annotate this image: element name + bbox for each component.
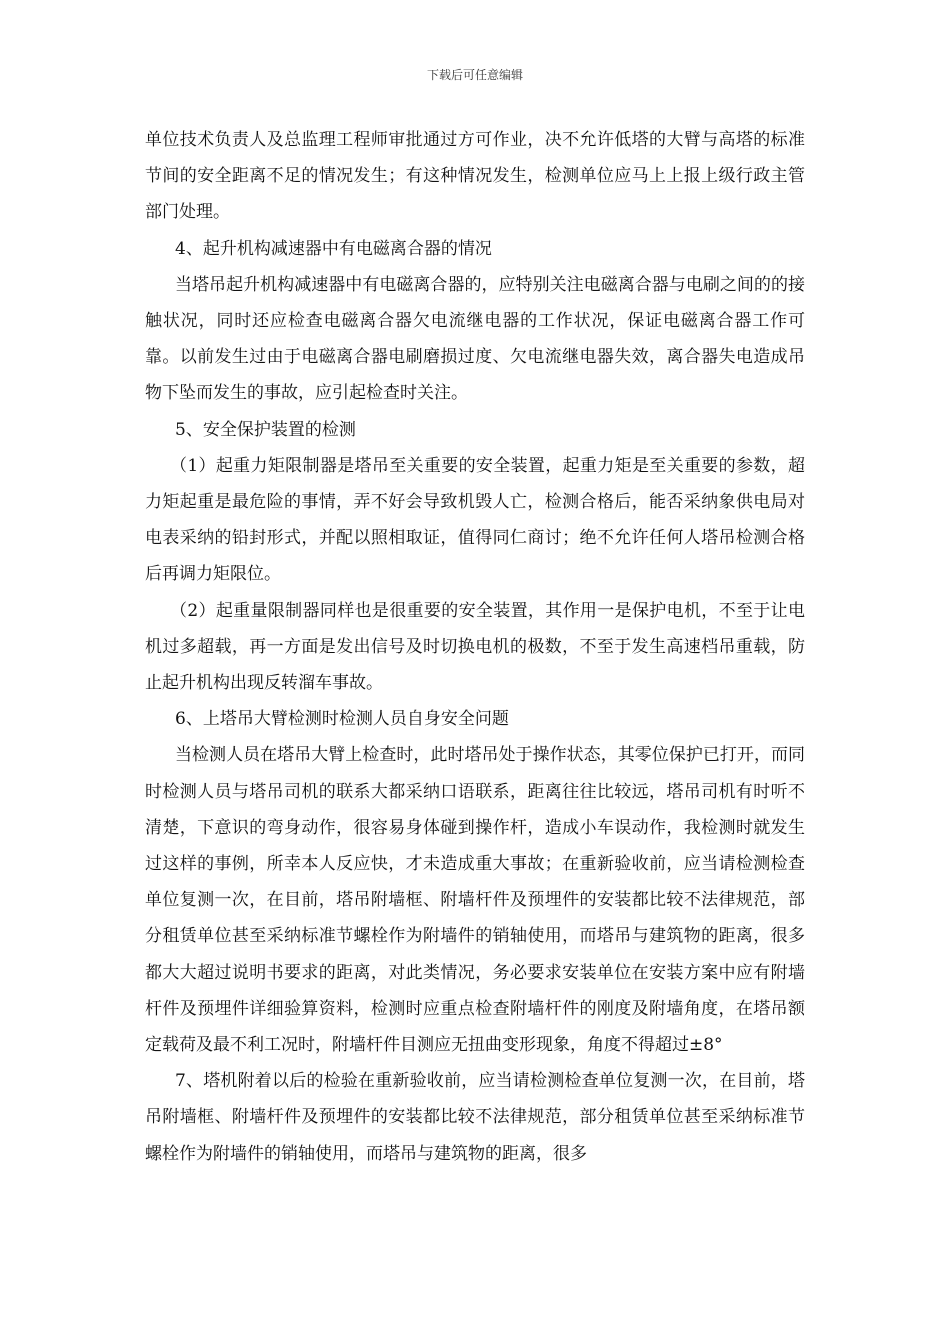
paragraph-continuation: 单位技术负责人及总监理工程师审批通过方可作业，决不允许低塔的大臂与高塔的标准节间的安全距离不足的情况发生；有这种情况发生，检测单位应马上上报上级行政主管部门处理。 [145,130,805,223]
section-heading-4: 4、起升机构减速器中有电磁离合器的情况 [175,238,492,259]
page-header: 下载后可任意编辑 [426,68,523,82]
paragraph-inspector-safety: 当检测人员在塔吊大臂上检查时，此时塔吊处于操作状态，其零位保护已打开，而同时检测人员与塔吊司机的联系大都采纳口语联系，距离往往比较远，塔吊司机有时听不清楚，下意识的弯身动作，很容易身体碰到操作杆，造成小车误动作，我检测时就发生过这样的事例，所幸本人反应快，才未造成重大事故；在重新验收前，应当请检测检查单位复测一次，在目前，塔吊附墙框、附墙杆件及预埋件的安装都比较不法律规范，部分租赁单位甚至采纳标准节螺栓作为附墙件的销轴使用，而塔吊与建筑物的距离，很多都大大超过说明书要求的距离，对此类情况，务必要求安装单位在安装方案中应有附墙杆件及预埋件详细验算资料，检测时应重点检查附墙杆件的刚度及附墙角度，在塔吊额定载荷及最不利工况时，附墙杆件目测应无扭曲变形现象，角度不得超过±8° [145,745,805,1056]
document-body [145,122,805,1172]
section-heading-5: 5、安全保护装置的检测 [175,419,356,440]
paragraph-torque-limiter: （1）起重力矩限制器是塔吊至关重要的安全装置，起重力矩是至关重要的参数，超力矩起重是最危险的事情，弄不好会导致机毁人亡，检测合格后，能否采纳象供电局对电表采纳的铅封形式，并配以照相取证，值得同仁商讨；绝不允许任何人塔吊检测合格后再调力矩限位。 [145,455,805,585]
paragraph-clutch: 当塔吊起升机构减速器中有电磁离合器的，应特别关注电磁离合器与电刷之间的的接触状况，同时还应检查电磁离合器欠电流继电器的工作状况，保证电磁离合器工作可靠。以前发生过由于电磁离合器电刷磨损过度、欠电流继电器失效，离合器失电造成吊物下坠而发生的事故，应引起检查时关注。 [145,274,805,404]
paragraph-attachment-inspection: 7、塔机附着以后的检验在重新验收前，应当请检测检查单位复测一次，在目前，塔吊附墙框、附墙杆件及预埋件的安装都比较不法律规范，部分租赁单位甚至采纳标准节螺栓作为附墙件的销轴使用，而塔吊与建筑物的距离，很多 [145,1071,805,1164]
section-heading-6: 6、上塔吊大臂检测时检测人员自身安全问题 [175,709,509,730]
paragraph-load-limiter: （2）起重量限制器同样也是很重要的安全装置，其作用一是保护电机，不至于让电机过多超载，再一方面是发出信号及时切换电机的极数，不至于发生高速档吊重载，防止起升机构出现反转溜车事故。 [145,600,805,694]
